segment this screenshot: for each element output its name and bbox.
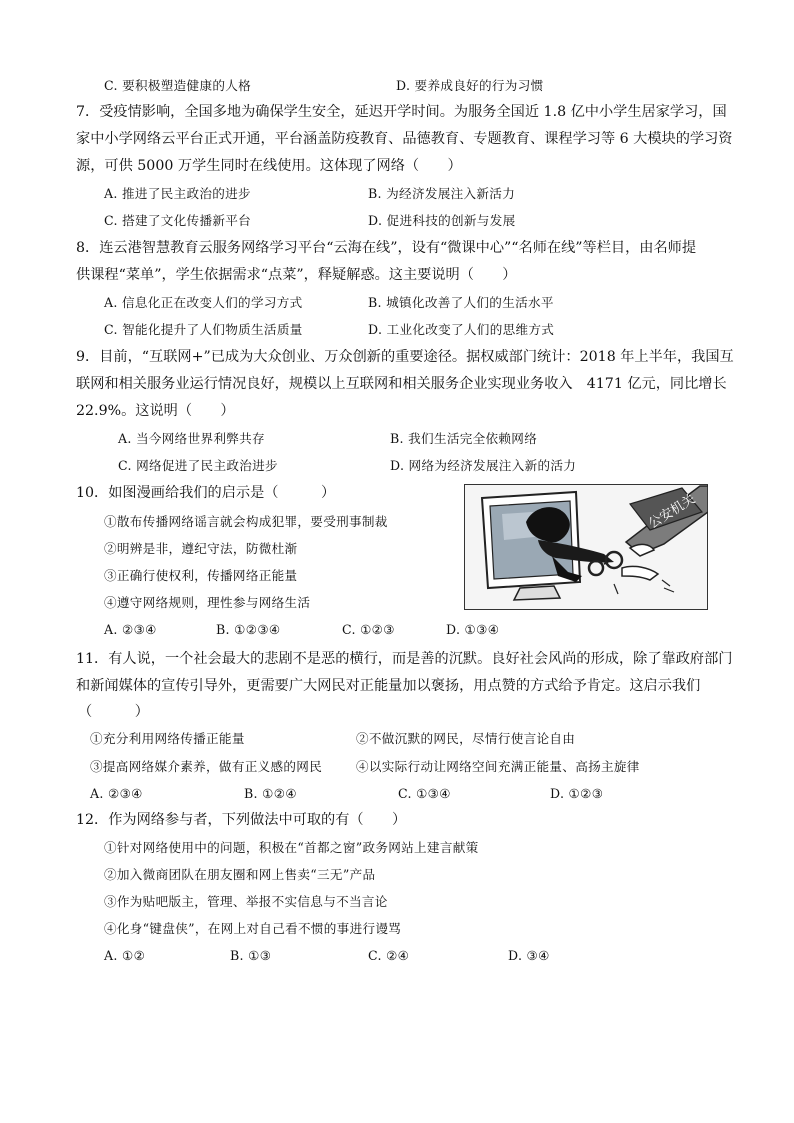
q11-stem-line1: 11．有人说，一个社会最大的悲剧不是恶的横行，而是善的沉默。良好社会风尚的形成，除了靠政府部门 (76, 651, 733, 667)
q8-option-a: A. 信息化正在改变人们的学习方式 (104, 295, 303, 310)
q12-statement-3: ③作为贴吧版主，管理、举报不实信息与不当言论 (104, 894, 388, 909)
q12-option-b: B. ①③ (230, 948, 272, 963)
q10-stem: 10．如图漫画给我们的启示是（ ） (76, 485, 336, 501)
q9-stem-line3: 22.9%。这说明（ ） (76, 403, 235, 419)
q10-option-d: D. ①③④ (446, 622, 500, 637)
q7-option-b: B. 为经济发展注入新活力 (368, 186, 516, 201)
q10-statement-3: ③正确行使权利，传播网络正能量 (104, 568, 298, 583)
q7-option-d: D. 促进科技的创新与发展 (368, 213, 516, 228)
q7-stem-line1: 7．受疫情影响，全国多地为确保学生安全，延迟开学时间。为服务全国近 1.8 亿中小学生居家学习，国 (76, 104, 727, 120)
q11-statement-1: ①充分利用网络传播正能量 (90, 731, 245, 746)
q11-statement-2: ②不做沉默的网民，尽情行使言论自由 (356, 731, 576, 746)
q7-option-a: A. 推进了民主政治的进步 (104, 186, 251, 201)
cartoon-sign-text: 公安机关 (646, 491, 699, 533)
q9-option-a: A. 当今网络世界利弊共存 (118, 431, 265, 446)
q8-option-b: B. 城镇化改善了人们的生活水平 (368, 295, 554, 310)
q12-option-a: A. ①② (104, 948, 146, 963)
q10-statement-1: ①散布传播网络谣言就会构成犯罪，要受刑事制裁 (104, 514, 388, 529)
q11-statement-3: ③提高网络媒介素养，做有正义感的网民 (90, 759, 323, 774)
q10-option-b: B. ①②③④ (216, 622, 281, 637)
q12-statement-1: ①针对网络使用中的问题，积极在“首都之窗”政务网站上建言献策 (104, 840, 479, 855)
q8-option-d: D. 工业化改变了人们的思维方式 (368, 322, 555, 337)
q9-option-d: D. 网络为经济发展注入新的活力 (390, 458, 577, 473)
q10-statement-2: ②明辨是非，遵纪守法，防微杜渐 (104, 541, 298, 556)
q6-option-c: C. 要积极塑造健康的人格 (104, 78, 252, 93)
q10-cartoon-image (464, 484, 708, 610)
q12-statement-4: ④化身“键盘侠”，在网上对自己看不惯的事进行谩骂 (104, 921, 402, 936)
q10-option-c: C. ①②③ (342, 622, 395, 637)
q11-stem-line3: （ ） (78, 704, 149, 720)
q12-stem: 12．作为网络参与者，下列做法中可取的有（ ） (76, 812, 407, 828)
q8-option-c: C. 智能化提升了人们物质生活质量 (104, 322, 303, 337)
q7-option-c: C. 搭建了文化传播新平台 (104, 213, 252, 228)
q11-statement-4: ④以实际行动让网络空间充满正能量、高扬主旋律 (356, 759, 640, 774)
q9-stem-line1: 9．目前，“互联网+”已成为大众创业、万众创新的重要途径。据权威部门统计：2018 年上半年，我国互 (76, 349, 734, 365)
q6-option-d: D. 要养成良好的行为习惯 (396, 78, 544, 93)
q9-stem-line2: 联网和相关服务业运行情况良好，规模以上互联网和相关服务企业实现业务收入 4171 亿元，同比增长 (76, 376, 727, 392)
q12-option-d: D. ③④ (508, 948, 550, 963)
q12-option-c: C. ②④ (368, 948, 410, 963)
q8-stem-line1: 8．连云港智慧教育云服务网络学习平台“云海在线”，设有“微课中心”“名师在线”等栏目，由名师提 (76, 240, 697, 256)
q10-option-a: A. ②③④ (104, 622, 157, 637)
q11-stem-line2: 和新闻媒体的宣传引导外，更需要广大网民对正能量加以褒扬，用点赞的方式给予肯定。这启示我们 (76, 678, 701, 694)
q11-option-c: C. ①③④ (398, 786, 451, 801)
q12-statement-2: ②加入微商团队在朋友圈和网上售卖“三无”产品 (104, 867, 376, 882)
q11-option-a: A. ②③④ (90, 786, 143, 801)
q7-stem-line3: 源，可供 5000 万学生同时在线使用。这体现了网络（ ） (76, 158, 462, 174)
q8-stem-line2: 供课程“菜单”，学生依据需求“点菜”，释疑解惑。这主要说明（ ） (76, 267, 517, 283)
q9-option-b: B. 我们生活完全依赖网络 (390, 431, 538, 446)
q7-stem-line2: 家中小学网络云平台正式开通，平台涵盖防疫教育、品德教育、专题教育、课程学习等 6 大模块的学习资 (76, 131, 733, 147)
q11-option-d: D. ①②③ (550, 786, 604, 801)
q9-option-c: C. 网络促进了民主政治进步 (118, 458, 278, 473)
q10-statement-4: ④遵守网络规则，理性参与网络生活 (104, 595, 311, 610)
q11-option-b: B. ①②④ (244, 786, 297, 801)
